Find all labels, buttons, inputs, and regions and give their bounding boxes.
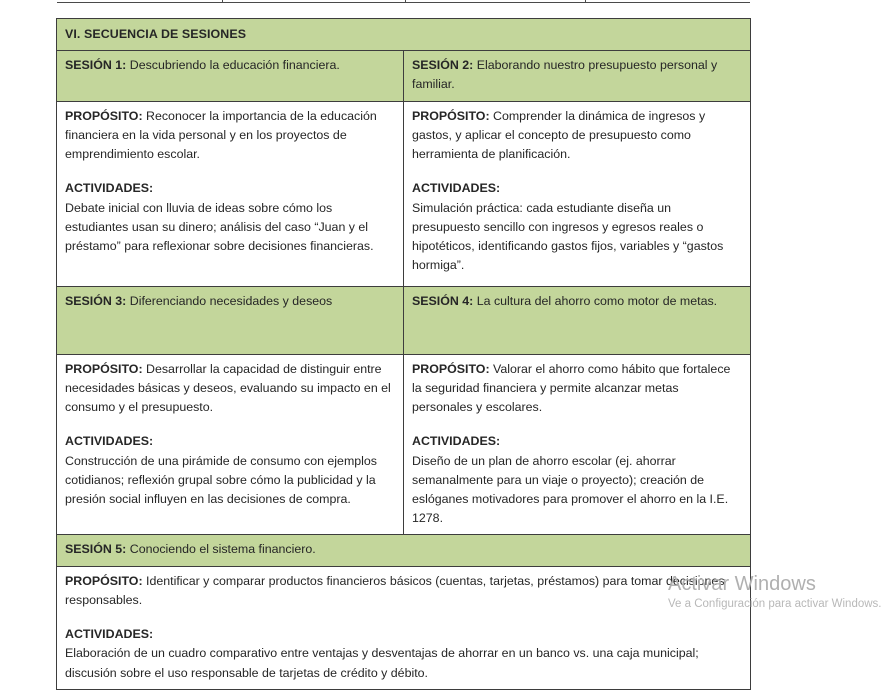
actividades-label-5: ACTIVIDADES: bbox=[65, 627, 154, 642]
actividades-label-wrap-4 bbox=[412, 432, 742, 451]
session-body-cell-2 bbox=[404, 101, 751, 286]
actividades-label-1: ACTIVIDADES: bbox=[65, 181, 154, 196]
previous-table-divider bbox=[585, 0, 586, 2]
previous-table-divider bbox=[222, 0, 223, 2]
session-label-5: SESIÓN 5: bbox=[65, 542, 127, 557]
session-body-row-5 bbox=[57, 566, 751, 689]
proposito-label-1: PROPÓSITO: bbox=[65, 108, 143, 123]
session-name-3: Diferenciando necesidades y deseos bbox=[126, 293, 333, 308]
session-title-cell-4 bbox=[404, 286, 751, 354]
session-label-2: SESIÓN 2: bbox=[412, 58, 474, 73]
previous-table-bottom-border bbox=[57, 0, 750, 3]
proposito-text-2: Comprender la dinámica de ingresos y gastos, y aplicar el concepto de presupuesto como herramienta de planificación. bbox=[412, 108, 706, 162]
session-body-cell-5 bbox=[57, 566, 751, 689]
actividades-label-4: ACTIVIDADES: bbox=[412, 434, 501, 449]
spacer bbox=[65, 417, 395, 432]
session-label-3: SESIÓN 3: bbox=[65, 293, 127, 308]
session-body-cell-4 bbox=[404, 354, 751, 535]
proposito-label-3: PROPÓSITO: bbox=[65, 361, 143, 376]
actividades-label-wrap-5 bbox=[65, 625, 742, 644]
session-title-cell-3 bbox=[57, 286, 404, 354]
watermark-subtitle: Ve a Configuración para activar Windows. bbox=[668, 598, 882, 610]
session-title-cell-2 bbox=[404, 51, 751, 101]
actividades-label-2: ACTIVIDADES: bbox=[412, 181, 501, 196]
proposito-paragraph-5 bbox=[65, 572, 742, 610]
session-name-1: Descubriendo la educación financiera. bbox=[126, 58, 340, 73]
actividades-text-2: Simulación práctica: cada estudiante diseña un presupuesto sencillo con ingresos y egresos reales o hipotéticos, identificando gastos fijos, variables y “gastos hormiga”. bbox=[412, 200, 724, 273]
proposito-label-5: PROPÓSITO: bbox=[65, 573, 143, 588]
actividades-text-1: Debate inicial con lluvia de ideas sobre cómo los estudiantes usan su dinero; análisis del caso “Juan y el préstamo” para reflexionar sobre decisiones financieras. bbox=[65, 200, 374, 253]
session-body-row-1-2 bbox=[57, 101, 751, 286]
actividades-label-wrap-2 bbox=[412, 179, 742, 198]
session-title-row-1-2 bbox=[57, 51, 751, 101]
proposito-text-4: Valorar el ahorro como hábito que fortalece la seguridad financiera y permite alcanzar metas personales y escolares. bbox=[412, 361, 731, 415]
session-title-cell-5 bbox=[57, 535, 751, 566]
session-body-row-3-4 bbox=[57, 354, 751, 535]
sessions-sequence-table bbox=[56, 18, 751, 690]
actividades-text-3: Construcción de una pirámide de consumo con ejemplos cotidianos; reflexión grupal sobre cómo la publicidad y la presión social influyen en las decisiones de compra. bbox=[65, 453, 378, 506]
session-label-1: SESIÓN 1: bbox=[65, 58, 127, 73]
proposito-paragraph-1 bbox=[65, 107, 395, 165]
session-name-4: La cultura del ahorro como motor de metas. bbox=[473, 293, 718, 308]
table-header-row bbox=[57, 19, 751, 51]
spacer bbox=[65, 610, 742, 625]
actividades-label-wrap-1 bbox=[65, 179, 395, 198]
proposito-paragraph-3 bbox=[65, 360, 395, 418]
actividades-label-wrap-3 bbox=[65, 432, 395, 451]
proposito-text-5: Identificar y comparar productos financieros básicos (cuentas, tarjetas, préstamos) para tomar decisiones responsables. bbox=[65, 573, 725, 607]
session-body-cell-3 bbox=[57, 354, 404, 535]
actividades-text-5: Elaboración de un cuadro comparativo entre ventajas y desventajas de ahorrar en un banco vs. una caja municipal; discusión sobre el uso responsable de tarjetas de crédito y débito. bbox=[65, 646, 699, 680]
session-name-5: Conociendo el sistema financiero. bbox=[126, 542, 316, 557]
proposito-paragraph-4 bbox=[412, 360, 742, 418]
proposito-label-2: PROPÓSITO: bbox=[412, 108, 490, 123]
session-title-cell-1 bbox=[57, 51, 404, 101]
previous-table-divider bbox=[405, 0, 406, 2]
spacer bbox=[65, 164, 395, 179]
session-label-4: SESIÓN 4: bbox=[412, 293, 474, 308]
section-title: VI. SECUENCIA DE SESIONES bbox=[57, 19, 751, 51]
watermark-title: Activar Windows bbox=[668, 573, 816, 595]
spacer bbox=[412, 417, 742, 432]
proposito-paragraph-2 bbox=[412, 107, 742, 165]
session-name-2: Elaborando nuestro presupuesto personal y familiar. bbox=[412, 58, 718, 92]
actividades-label-3: ACTIVIDADES: bbox=[65, 434, 154, 449]
proposito-text-1: Reconocer la importancia de la educación financiera en la vida personal y en los proyectos de emprendimiento escolar. bbox=[65, 108, 377, 162]
session-title-row-5 bbox=[57, 535, 751, 566]
proposito-text-3: Desarrollar la capacidad de distinguir entre necesidades básicas y deseos, evaluando su impacto en el consumo y el presupuesto. bbox=[65, 361, 391, 415]
session-body-cell-1 bbox=[57, 101, 404, 286]
spacer bbox=[412, 164, 742, 179]
session-title-row-3-4 bbox=[57, 286, 751, 354]
actividades-text-4: Diseño de un plan de ahorro escolar (ej. ahorrar semanalmente para un viaje o proyecto); creación de eslóganes motivadores para promover el ahorro en la I.E. 1278. bbox=[412, 453, 729, 526]
proposito-label-4: PROPÓSITO: bbox=[412, 361, 490, 376]
